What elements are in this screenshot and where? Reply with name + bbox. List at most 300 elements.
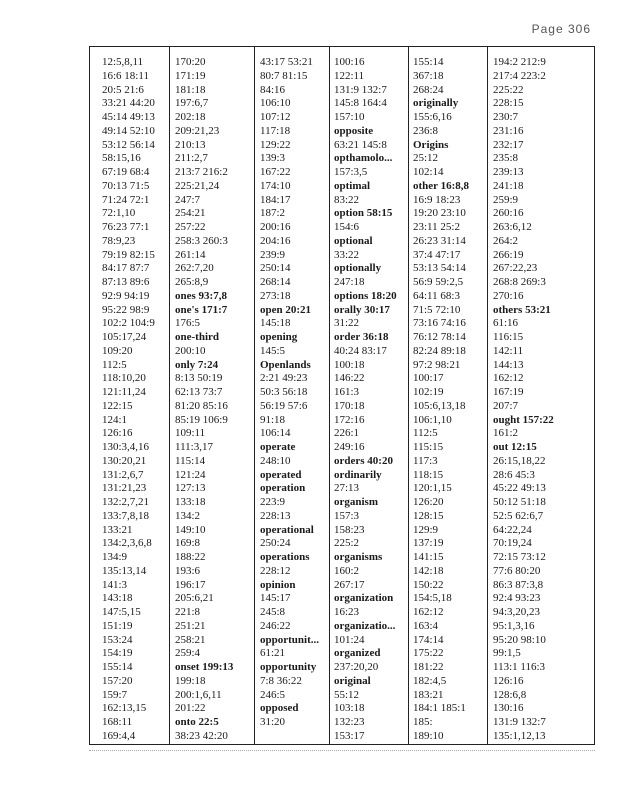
index-reference: 260:16: [493, 207, 524, 220]
index-headword: operated: [260, 468, 302, 481]
index-reference: 67:19 68:4: [102, 166, 150, 178]
index-reference: 230:7: [493, 111, 519, 123]
index-reference: 157:3: [334, 509, 360, 522]
index-reference: 8:13 50:19: [175, 372, 223, 385]
index-reference: 145:17: [260, 592, 291, 605]
index-reference: 100:16: [334, 56, 365, 68]
index-reference: 135:13,14: [102, 564, 147, 577]
index-reference: 204:16: [260, 234, 291, 247]
index-reference: 27:13: [334, 482, 360, 495]
index-headword: organisms: [334, 551, 383, 563]
index-reference: 23:11 25:2: [413, 221, 460, 233]
index-reference: 56:9 59:2,5: [413, 276, 464, 288]
index-reference: 102:14: [413, 166, 444, 178]
index-headword: organism: [334, 496, 378, 508]
index-reference: 221:8: [175, 606, 201, 618]
index-headword: ones 93:7,8: [175, 289, 227, 302]
index-reference: 167:19: [493, 386, 524, 398]
index-reference: 201:22: [175, 702, 206, 715]
index-reference: 225:2: [334, 537, 360, 550]
index-reference: 19:20 23:10: [413, 207, 466, 220]
index-reference: 33:22: [334, 248, 360, 261]
index-reference: 43:17 53:21: [260, 56, 313, 68]
index-reference: 101:24: [334, 633, 365, 646]
index-reference: 151:19: [102, 619, 133, 632]
index-reference: 64:11 68:3: [413, 289, 460, 302]
index-reference: 117:3: [413, 454, 438, 467]
index-headword: original: [334, 674, 371, 687]
index-reference: 135:1,12,13: [493, 729, 546, 742]
index-headword: Openlands: [260, 358, 311, 371]
index-reference: 200:1,6,11: [175, 688, 222, 701]
index-headword: Origins: [413, 138, 449, 151]
index-reference: 196:17: [175, 578, 206, 591]
index-reference: 263:6,12: [493, 221, 532, 233]
index-headword: organized: [334, 647, 381, 660]
index-headword: operate: [260, 441, 296, 453]
index-reference: 226:1: [334, 427, 360, 440]
index-reference: 79:19 82:15: [102, 248, 155, 261]
index-reference: 184:1 185:1: [413, 702, 466, 715]
index-headword: out 12:15: [493, 441, 537, 453]
index-reference: 225:22: [493, 83, 524, 96]
index-reference: 26:23 31:14: [413, 234, 466, 247]
index-reference: 100:17: [413, 372, 444, 385]
index-reference: 176:5: [175, 317, 201, 330]
index-reference: 72:15 73:12: [493, 551, 546, 563]
index-table: [89, 46, 595, 745]
index-reference: 142:11: [493, 344, 524, 357]
index-reference: 133:7,8,18: [102, 509, 150, 522]
index-reference: 246:5: [260, 688, 286, 701]
index-reference: 155:14: [413, 56, 444, 68]
bottom-rule: [89, 750, 595, 751]
index-reference: 268:14: [260, 276, 291, 288]
index-reference: 53:13 54:14: [413, 262, 466, 275]
index-reference: 268:8 269:3: [493, 276, 546, 288]
index-reference: 121:24: [175, 468, 206, 481]
index-reference: 154:5,18: [413, 592, 452, 605]
index-reference: 154:19: [102, 647, 133, 660]
index-reference: 239:13: [493, 166, 524, 178]
index-column-3: [254, 47, 329, 744]
index-reference: 94:3,20,23: [493, 606, 541, 618]
index-reference: 145:8 164:4: [334, 97, 387, 110]
index-reference: 270:16: [493, 289, 524, 302]
index-reference: 92:4 93:23: [493, 592, 541, 605]
index-reference: 121:11,24: [102, 386, 146, 398]
index-reference: 154:6: [334, 221, 360, 233]
index-headword: opposed: [260, 702, 299, 715]
index-reference: 52:5 62:6,7: [493, 509, 544, 522]
index-reference: 118:15: [413, 468, 444, 481]
index-reference: 228:12: [260, 564, 291, 577]
index-reference: 115:15: [413, 441, 444, 453]
index-reference: 231:16: [493, 124, 524, 137]
index-reference: 84:16: [260, 83, 286, 96]
index-reference: 161:3: [334, 386, 360, 398]
index-reference: 122:15: [102, 399, 133, 412]
index-reference: 264:2: [493, 234, 519, 247]
index-column-6: [487, 47, 596, 744]
index-reference: 126:20: [413, 496, 444, 508]
index-reference: 182:4,5: [413, 674, 447, 687]
index-reference: 45:14 49:13: [102, 111, 155, 123]
index-reference: 28:6 45:3: [493, 468, 535, 481]
index-headword: one-third: [175, 331, 219, 343]
index-reference: 26:15,18,22: [493, 454, 546, 467]
index-reference: 128:15: [413, 509, 444, 522]
index-reference: 81:20 85:16: [175, 399, 228, 412]
index-reference: 209:21,23: [175, 124, 220, 137]
index-reference: 267:17: [334, 578, 365, 591]
index-reference: 129:22: [260, 138, 291, 151]
index-reference: 87:13 89:6: [102, 276, 150, 288]
index-reference: 259:4: [175, 647, 201, 660]
index-reference: 106:10: [260, 97, 291, 110]
index-headword: opthamolo...: [334, 152, 393, 165]
index-reference: 172:16: [334, 413, 365, 426]
index-reference: 211:2,7: [175, 152, 208, 165]
index-headword: optionally: [334, 262, 382, 275]
index-reference: 16:9 18:23: [413, 193, 461, 206]
index-reference: 181:22: [413, 661, 444, 673]
index-reference: 91:18: [260, 413, 286, 426]
index-reference: 130:16: [493, 702, 524, 715]
index-headword: onset 199:13: [175, 661, 234, 673]
index-reference: 62:13 73:7: [175, 386, 223, 398]
index-headword: options 18:20: [334, 289, 397, 302]
index-reference: 193:6: [175, 564, 201, 577]
index-headword: opinion: [260, 578, 296, 591]
index-reference: 50:3 56:18: [260, 386, 308, 398]
index-reference: 194:2 212:9: [493, 56, 546, 68]
index-reference: 131:9 132:7: [334, 83, 387, 96]
index-reference: 236:8: [413, 124, 439, 137]
index-reference: 126:16: [493, 674, 524, 687]
index-reference: 72:1,10: [102, 207, 136, 220]
index-reference: 109:11: [175, 427, 206, 440]
index-reference: 232:17: [493, 138, 524, 151]
index-reference: 37:4 47:17: [413, 248, 461, 261]
index-reference: 157:3,5: [334, 166, 368, 178]
index-headword: opportunity: [260, 661, 317, 673]
index-reference: 168:11: [102, 716, 133, 728]
index-reference: 141:15: [413, 551, 444, 563]
index-reference: 157:20: [102, 674, 133, 687]
index-reference: 155:6,16: [413, 111, 452, 123]
index-reference: 170:20: [175, 56, 206, 68]
index-reference: 170:18: [334, 399, 365, 412]
index-reference: 124:1: [102, 413, 128, 426]
index-reference: 171:19: [175, 69, 206, 82]
index-reference: 153:24: [102, 633, 133, 646]
index-reference: 144:13: [493, 358, 524, 371]
index-reference: 129:9: [413, 523, 439, 536]
index-headword: opening: [260, 331, 298, 343]
index-reference: 185:: [413, 716, 433, 728]
index-reference: 157:10: [334, 111, 365, 123]
index-headword: orally 30:17: [334, 303, 390, 316]
index-reference: 100:18: [334, 358, 365, 371]
index-reference: 131:9 132:7: [493, 716, 546, 728]
index-reference: 97:2 98:21: [413, 358, 461, 371]
index-reference: 145:5: [260, 344, 286, 357]
index-reference: 267:22,23: [493, 262, 538, 275]
index-reference: 112:5: [102, 358, 127, 371]
index-headword: onto 22:5: [175, 716, 219, 728]
index-reference: 239:9: [260, 248, 286, 261]
index-reference: 102:2 104:9: [102, 317, 155, 330]
index-reference: 64:22,24: [493, 523, 532, 536]
index-reference: 38:23 42:20: [175, 729, 228, 742]
index-reference: 251:21: [175, 619, 206, 632]
index-reference: 149:10: [175, 523, 206, 536]
index-reference: 112:5: [413, 427, 438, 440]
index-reference: 257:22: [175, 221, 206, 233]
index-headword: only 7:24: [175, 358, 219, 371]
index-column-1: [90, 47, 169, 744]
index-reference: 188:22: [175, 551, 206, 563]
index-reference: 141:3: [102, 578, 128, 591]
index-reference: 45:22 49:13: [493, 482, 546, 495]
index-reference: 132:23: [334, 716, 365, 728]
index-reference: 84:17 87:7: [102, 262, 150, 275]
index-reference: 250:24: [260, 537, 291, 550]
index-reference: 109:20: [102, 344, 133, 357]
index-headword: option 58:15: [334, 207, 393, 220]
index-headword: operation: [260, 482, 306, 495]
index-reference: 200:10: [175, 344, 206, 357]
index-column-4: [329, 47, 408, 744]
index-reference: 95:1,3,16: [493, 619, 535, 632]
page-label: Page 306: [531, 22, 591, 36]
index-reference: 248:10: [260, 454, 291, 467]
index-reference: 258:3 260:3: [175, 234, 228, 247]
index-reference: 237:20,20: [334, 661, 379, 673]
index-reference: 58:15,16: [102, 152, 141, 165]
index-reference: 155:14: [102, 661, 133, 673]
index-reference: 71:5 72:10: [413, 303, 461, 316]
index-reference: 159:7: [102, 688, 128, 701]
index-reference: 76:12 78:14: [413, 331, 466, 343]
index-reference: 189:10: [413, 729, 444, 742]
index-headword: originally: [413, 97, 459, 110]
index-reference: 133:21: [102, 523, 133, 536]
index-reference: 133:18: [175, 496, 206, 508]
index-column-5: [408, 47, 487, 744]
index-reference: 126:16: [102, 427, 133, 440]
index-reference: 268:24: [413, 83, 444, 96]
index-reference: 146:22: [334, 372, 365, 385]
index-reference: 134:2,3,6,8: [102, 537, 152, 550]
index-reference: 137:19: [413, 537, 444, 550]
index-reference: 247:18: [334, 276, 365, 288]
index-headword: others 53:21: [493, 303, 551, 316]
index-reference: 16:23: [334, 606, 360, 618]
index-reference: 228:13: [260, 509, 291, 522]
index-reference: 213:7 216:2: [175, 166, 228, 178]
index-reference: 162:12: [493, 372, 524, 385]
index-reference: 131:2,6,7: [102, 468, 144, 481]
index-column-2: [169, 47, 254, 744]
index-headword: ordinarily: [334, 468, 382, 481]
index-reference: 95:22 98:9: [102, 303, 150, 316]
index-headword: open 20:21: [260, 303, 312, 316]
index-reference: 111:3,17: [175, 441, 213, 453]
index-reference: 7:8 36:22: [260, 674, 302, 687]
index-reference: 113:1 116:3: [493, 661, 546, 673]
index-headword: order 36:18: [334, 331, 389, 343]
index-reference: 115:14: [175, 454, 206, 467]
index-headword: opportunit...: [260, 633, 319, 646]
index-reference: 50:12 51:18: [493, 496, 546, 508]
index-reference: 103:18: [334, 702, 365, 715]
index-reference: 225:21,24: [175, 179, 220, 192]
index-reference: 12:5,8,11: [102, 56, 144, 68]
index-reference: 25:12: [413, 152, 439, 165]
index-reference: 107:12: [260, 111, 291, 123]
index-reference: 145:18: [260, 317, 291, 330]
index-reference: 163:4: [413, 619, 439, 632]
index-reference: 235:8: [493, 152, 519, 165]
index-reference: 120:1,15: [413, 482, 452, 495]
index-reference: 210:13: [175, 138, 206, 151]
index-reference: 266:19: [493, 248, 524, 261]
index-reference: 63:21 145:8: [334, 138, 387, 151]
index-headword: ought 157:22: [493, 413, 554, 426]
index-headword: operations: [260, 551, 310, 563]
index-reference: 40:24 83:17: [334, 344, 387, 357]
index-reference: 122:11: [334, 69, 365, 82]
index-reference: 20:5 21:6: [102, 83, 144, 96]
index-reference: 56:19 57:6: [260, 399, 308, 412]
index-headword: one's 171:7: [175, 303, 228, 316]
index-reference: 197:6,7: [175, 97, 209, 110]
index-reference: 105:17,24: [102, 331, 147, 343]
index-reference: 200:16: [260, 221, 291, 233]
index-reference: 134:2: [175, 509, 201, 522]
index-reference: 246:22: [260, 619, 291, 632]
index-reference: 184:17: [260, 193, 291, 206]
index-reference: 245:8: [260, 606, 286, 618]
index-headword: organizatio...: [334, 619, 396, 632]
index-reference: 167:22: [260, 166, 291, 178]
index-headword: optional: [334, 234, 373, 247]
index-reference: 117:18: [260, 124, 291, 137]
index-reference: 70:13 71:5: [102, 179, 150, 192]
index-reference: 153:17: [334, 729, 365, 742]
index-reference: 31:20: [260, 716, 286, 728]
index-reference: 71:24 72:1: [102, 193, 150, 206]
index-reference: 73:16 74:16: [413, 317, 466, 330]
index-reference: 258:21: [175, 633, 206, 646]
index-reference: 262:7,20: [175, 262, 214, 275]
index-reference: 261:14: [175, 248, 206, 261]
index-reference: 105:6,13,18: [413, 399, 466, 412]
index-reference: 78:9,23: [102, 234, 136, 247]
index-reference: 181:18: [175, 83, 206, 96]
index-reference: 247:7: [175, 193, 201, 206]
index-reference: 134:9: [102, 551, 128, 563]
index-reference: 99:1,5: [493, 647, 521, 660]
index-reference: 77:6 80:20: [493, 564, 541, 577]
index-reference: 131:21,23: [102, 482, 147, 495]
index-reference: 2:21 49:23: [260, 372, 308, 385]
index-reference: 53:12 56:14: [102, 138, 155, 151]
index-reference: 169:4,4: [102, 729, 136, 742]
index-reference: 80:7 81:15: [260, 69, 308, 82]
index-reference: 202:18: [175, 111, 206, 123]
index-reference: 130:3,4,16: [102, 441, 150, 453]
index-reference: 95:20 98:10: [493, 633, 546, 646]
index-reference: 86:3 87:3,8: [493, 578, 544, 591]
index-reference: 160:2: [334, 564, 360, 577]
index-reference: 161:2: [493, 427, 519, 440]
index-reference: 265:8,9: [175, 276, 209, 288]
index-reference: 143:18: [102, 592, 133, 605]
index-reference: 147:5,15: [102, 606, 141, 618]
index-reference: 249:16: [334, 441, 365, 453]
index-reference: 183:21: [413, 688, 444, 701]
index-reference: 175:22: [413, 647, 444, 660]
index-reference: 55:12: [334, 688, 360, 701]
index-reference: 162:13,15: [102, 702, 147, 715]
index-reference: 273:18: [260, 289, 291, 302]
index-reference: 205:6,21: [175, 592, 214, 605]
index-reference: 162:12: [413, 606, 444, 618]
index-reference: 16:6 18:11: [102, 69, 149, 82]
index-headword: opposite: [334, 124, 374, 137]
index-reference: 76:23 77:1: [102, 221, 150, 233]
index-reference: 130:20,21: [102, 454, 147, 467]
index-reference: 174:10: [260, 179, 291, 192]
index-reference: 139:3: [260, 152, 286, 165]
index-headword: optimal: [334, 179, 371, 192]
index-reference: 127:13: [175, 482, 206, 495]
index-reference: 150:22: [413, 578, 444, 591]
index-reference: 83:22: [334, 193, 360, 206]
index-headword: organization: [334, 592, 394, 605]
index-reference: 106:1,10: [413, 413, 452, 426]
index-headword: operational: [260, 523, 314, 536]
index-reference: 259:9: [493, 193, 519, 206]
index-reference: 199:18: [175, 674, 206, 687]
index-reference: 116:15: [493, 331, 524, 343]
index-reference: 142:18: [413, 564, 444, 577]
index-reference: 187:2: [260, 207, 286, 220]
index-reference: 61:21: [260, 647, 286, 660]
index-reference: 250:14: [260, 262, 291, 275]
index-reference: 158:23: [334, 523, 365, 536]
index-reference: 85:19 106:9: [175, 413, 228, 426]
index-headword: other 16:8,8: [413, 179, 470, 192]
index-headword: orders 40:20: [334, 454, 393, 467]
index-reference: 128:6,8: [493, 688, 527, 701]
index-reference: 228:15: [493, 97, 524, 110]
index-reference: 82:24 89:18: [413, 344, 466, 357]
index-reference: 241:18: [493, 179, 524, 192]
index-reference: 61:16: [493, 317, 519, 330]
index-reference: 49:14 52:10: [102, 124, 155, 137]
index-reference: 33:21 44:20: [102, 97, 155, 110]
index-reference: 367:18: [413, 69, 444, 82]
index-reference: 92:9 94:19: [102, 289, 150, 302]
index-reference: 207:7: [493, 399, 519, 412]
index-reference: 223:9: [260, 496, 286, 508]
index-reference: 70:19,24: [493, 537, 532, 550]
index-reference: 254:21: [175, 207, 206, 220]
